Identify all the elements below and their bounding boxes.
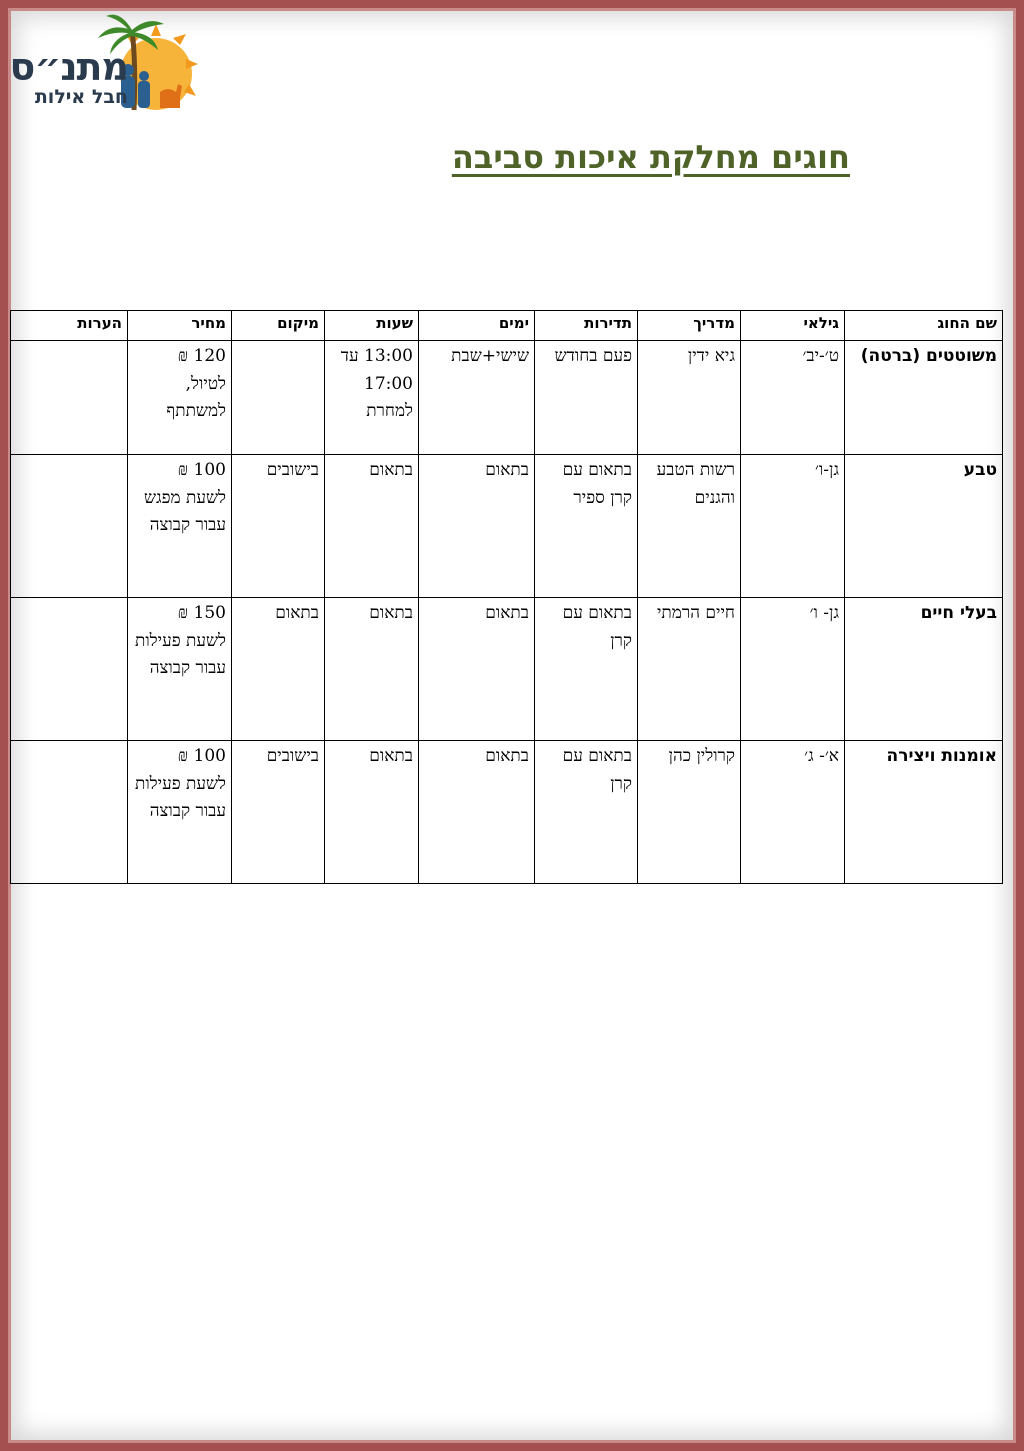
table-row <box>11 598 1003 741</box>
logo <box>9 12 202 112</box>
header-name: שם החוג <box>845 311 1003 341</box>
cell-price: 150 ₪ לשעת פעילות עבור קבוצה <box>128 598 232 741</box>
table-header-row <box>11 311 1003 341</box>
logo-name-text: מתנ״ס <box>9 45 128 89</box>
cell-notes <box>11 341 128 455</box>
cell-price: 120 ₪ לטיול, למשתתף <box>128 341 232 455</box>
cell-instructor: גיא ידין <box>638 341 741 455</box>
cell-frequency: בתאום עם קרן <box>535 598 638 741</box>
cell-name: משוטטים (ברטה) <box>845 341 1003 455</box>
cell-hours: בתאום <box>325 741 419 884</box>
cell-name: בעלי חיים <box>845 598 1003 741</box>
cell-location <box>232 341 325 455</box>
table-row <box>11 741 1003 884</box>
cell-ages: גן- ו׳ <box>741 598 845 741</box>
cell-frequency: בתאום עם קרן ספיר <box>535 455 638 598</box>
cell-location: בישובים <box>232 455 325 598</box>
cell-notes <box>11 598 128 741</box>
header-hours: שעות <box>325 311 419 341</box>
cell-hours: בתאום <box>325 455 419 598</box>
cell-days: בתאום <box>419 455 535 598</box>
cell-days: בתאום <box>419 598 535 741</box>
cell-ages: א׳- ג׳ <box>741 741 845 884</box>
header-price: מחיר <box>128 311 232 341</box>
logo-subtitle-text: חבל אילות <box>34 86 128 108</box>
header-notes: הערות <box>11 311 128 341</box>
header-instructor: מדריך <box>638 311 741 341</box>
header-ages: גילאי <box>741 311 845 341</box>
cell-ages: גן-ו׳ <box>741 455 845 598</box>
cell-notes <box>11 741 128 884</box>
cell-name: טבע <box>845 455 1003 598</box>
cell-ages: ט׳-יב׳ <box>741 341 845 455</box>
table-row <box>11 341 1003 455</box>
header-location: מיקום <box>232 311 325 341</box>
cell-days: בתאום <box>419 741 535 884</box>
header-frequency: תדירות <box>535 311 638 341</box>
cell-notes <box>11 455 128 598</box>
cell-instructor: קרולין כהן <box>638 741 741 884</box>
cell-location: בתאום <box>232 598 325 741</box>
classes-table <box>10 310 1003 884</box>
cell-hours: 13:00 עד 17:00 למחרת <box>325 341 419 455</box>
cell-name: אומנות ויצירה <box>845 741 1003 884</box>
cell-price: 100 ₪ לשעת פעילות עבור קבוצה <box>128 741 232 884</box>
cell-instructor: רשות הטבע והגנים <box>638 455 741 598</box>
cell-days: שישי+שבת <box>419 341 535 455</box>
cell-frequency: בתאום עם קרן <box>535 741 638 884</box>
cell-hours: בתאום <box>325 598 419 741</box>
header-days: ימים <box>419 311 535 341</box>
cell-instructor: חיים הרמתי <box>638 598 741 741</box>
table-row <box>11 455 1003 598</box>
cell-price: 100 ₪ לשעת מפגש עבור קבוצה <box>128 455 232 598</box>
page-title: חוגים מחלקת איכות סביבה <box>451 138 850 176</box>
cell-location: בישובים <box>232 741 325 884</box>
cell-frequency: פעם בחודש <box>535 341 638 455</box>
